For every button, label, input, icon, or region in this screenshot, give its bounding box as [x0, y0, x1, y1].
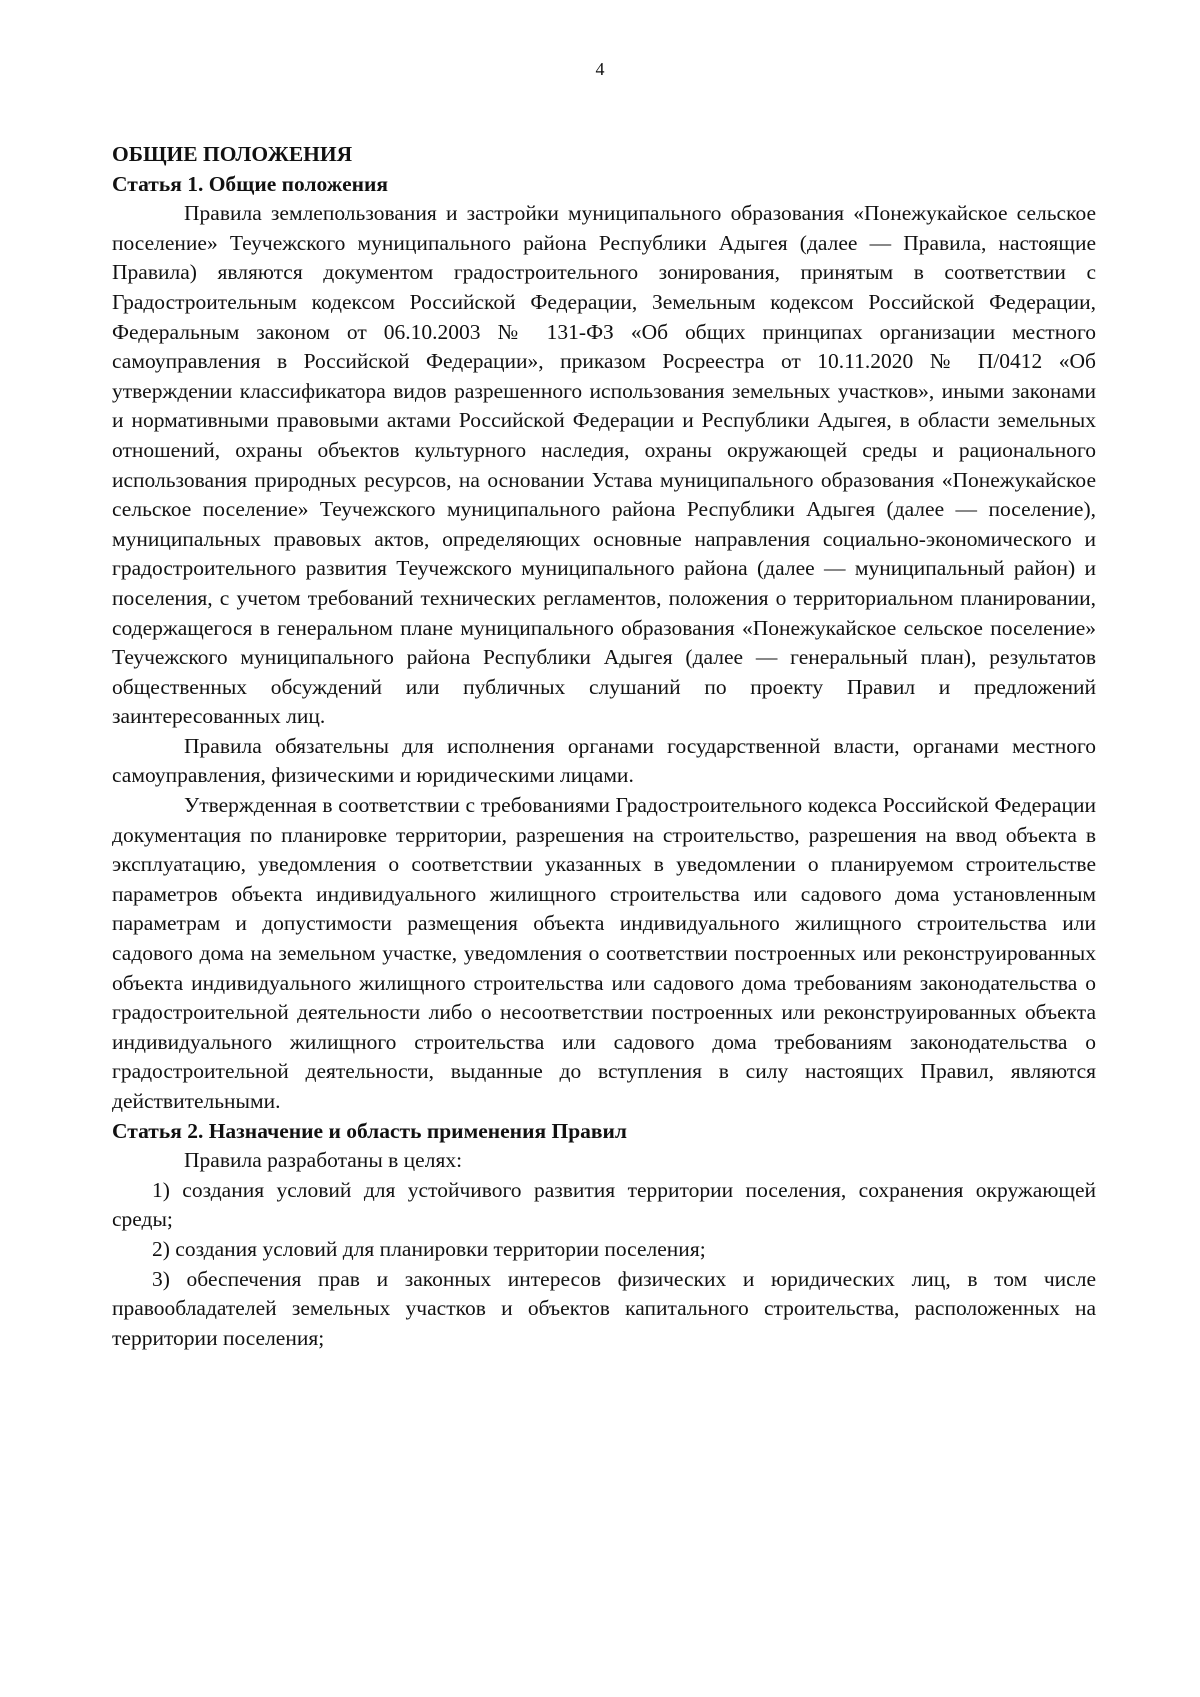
page-number: 4 — [595, 59, 605, 79]
document-body — [112, 140, 1096, 1353]
article-2-title: Статья 2. Назначение и область применения Правил — [112, 1118, 627, 1143]
article-2-intro: Правила разработаны в целях: — [184, 1148, 463, 1173]
list-item: 1) создания условий для устойчивого развития территории поселения, сохранения окружающей среды; — [112, 1177, 1096, 1232]
list-item: 2) создания условий для планировки территории поселения; — [152, 1236, 706, 1261]
article-1-title: Статья 1. Общие положения — [112, 171, 389, 196]
article-1-paragraph: Утвержденная в соответствии с требованиями Градостроительного кодекса Российской Федерации документация по планировке территории, разрешения на строительство, разрешения на ввод объекта в эксплуатацию, уведомления о соответствии указанных в уведомлении о планируемом строительстве параметров объекта индивидуального жилищного строительства или садового дома установленным параметрам и допустимости размещения объекта индивидуального жилищного строительства или садового дома на земельном участке, уведомления о соответствии построенных или реконструированных объекта индивидуального жилищного строительства или садового дома требованиям законодательства о градостроительной деятельности либо о несоответствии построенных или реконструированных объекта индивидуального жилищного строительства или садового дома требованиям законодательства о градостроительной деятельности, выданные до вступления в силу настоящих Правил, являются действительными. — [112, 793, 1096, 1113]
article-1-paragraph: Правила землепользования и застройки муниципального образования «Понежукайское сельское поселение» Теучежского муниципального района Республики Адыгея (далее — Правила, настоящие Правила) являются документом градостроительного зонирования, принятым в соответствии с Градостроительным кодексом Российской Федерации, Земельным кодексом Российской Федерации, Федеральным законом от 06.10.2003 № 131-ФЗ «Об общих принципах организации местного самоуправления в Российской Федерации», приказом Росреестра от 10.11.2020 № П/0412 «Об утверждении классификатора видов разрешенного использования земельных участков», иными законами и нормативными правовыми актами Российской Федерации и Республики Адыгея, в области земельных отношений, охраны объектов культурного наследия, охраны окружающей среды и рационального использования природных ресурсов, на основании Устава муниципального образования «Понежукайское сельское поселение» Теучежского муниципального района Республики Адыгея (далее — поселение), муниципальных правовых актов, определяющих основные направления социально-экономического и градостроительного развития Теучежского муниципального района (далее — муниципальный район) и поселения, с учетом требований технических регламентов, положения о территориальном планировании, содержащегося в генеральном плане муниципального образования «Понежукайское сельское поселение» Теучежского муниципального района Республики Адыгея (далее — генеральный план), результатов общественных обсуждений или публичных слушаний по проекту Правил и предложений заинтересованных лиц. — [112, 201, 1096, 729]
list-item: 3) обеспечения прав и законных интересов физических и юридических лиц, в том числе правообладателей земельных участков и объектов капитального строительства, расположенных на территории поселения; — [112, 1266, 1096, 1350]
article-1-paragraph: Правила обязательны для исполнения органами государственной власти, органами местного самоуправления, физическими и юридическими лицами. — [112, 733, 1096, 788]
section-title: ОБЩИЕ ПОЛОЖЕНИЯ — [112, 142, 353, 166]
